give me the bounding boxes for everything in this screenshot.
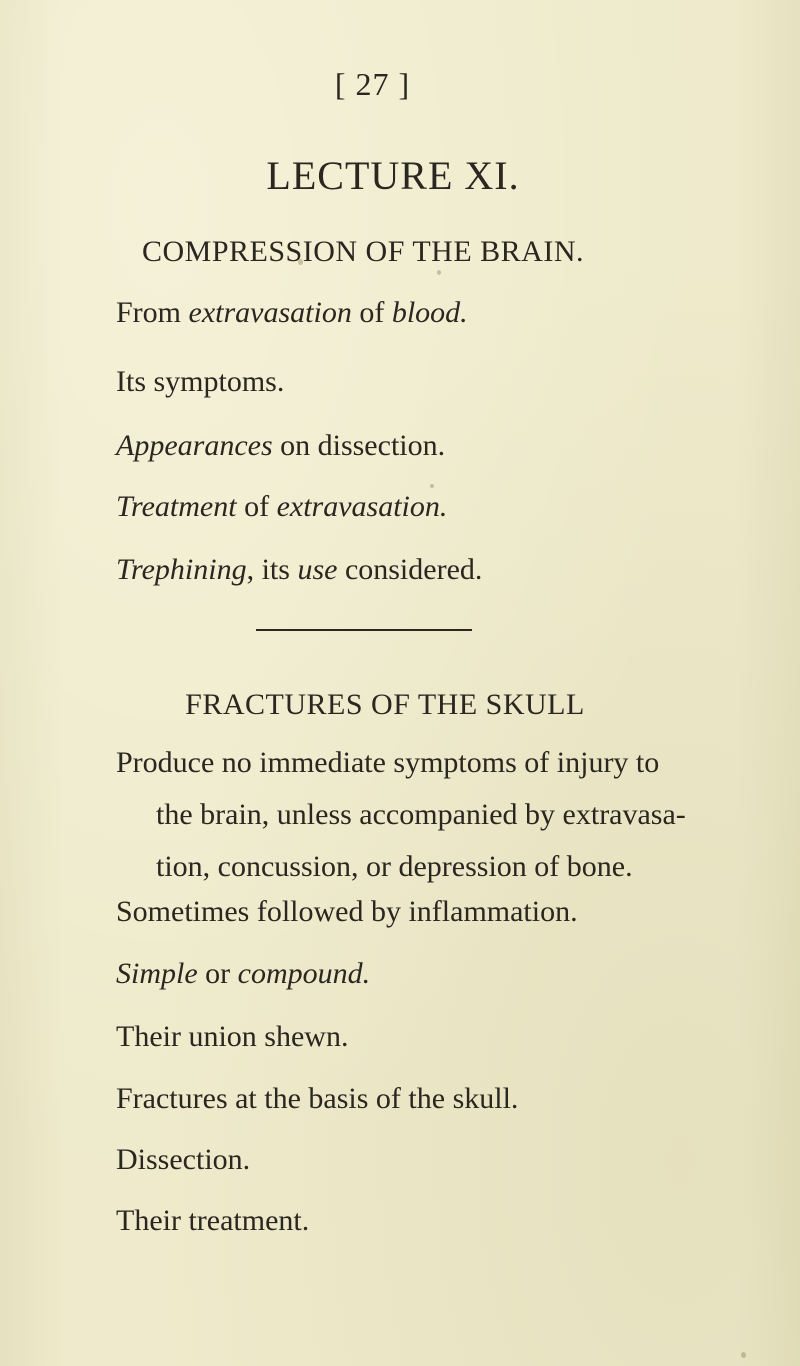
paper-speck — [741, 1352, 746, 1358]
section-title-compression: COMPRESSION OF THE BRAIN. — [141, 235, 585, 268]
text-run: From — [116, 296, 189, 329]
italic-text: Trephining — [116, 553, 247, 586]
paragraph-line: the brain, unless accompanied by extravasa- — [156, 798, 686, 831]
text-run: Sometimes followed by inflammation. — [116, 895, 578, 928]
list-item — [116, 1082, 518, 1116]
text-run: Its symptoms. — [116, 365, 285, 398]
list-item — [116, 490, 447, 524]
section-title-fractures: FRACTURES OF THE SKULL — [185, 688, 585, 721]
italic-text: Appearances — [116, 429, 273, 462]
list-item — [116, 1143, 250, 1177]
list-item — [116, 296, 468, 330]
list-item — [116, 1204, 309, 1238]
italic-text: extravasation — [188, 296, 352, 329]
italic-text: compound. — [237, 957, 371, 990]
text-run: or — [197, 957, 238, 990]
text-run: Their treatment. — [116, 1204, 310, 1237]
italic-text: blood. — [391, 296, 468, 329]
list-item — [116, 895, 578, 929]
text-run: on dissection. — [272, 429, 446, 462]
paragraph-line: tion, concussion, or depression of bone. — [156, 850, 633, 883]
italic-text: extravasation. — [276, 490, 448, 523]
list-item — [116, 1020, 348, 1054]
text-run: considered. — [337, 553, 483, 586]
paper-speck — [298, 259, 303, 265]
list-item — [116, 365, 284, 399]
text-run: of — [351, 296, 392, 329]
paragraph-line: Produce no immediate symptoms of injury to — [116, 746, 660, 779]
list-item — [116, 553, 482, 587]
text-run: Dissection. — [116, 1143, 251, 1176]
lecture-title: LECTURE XI. — [266, 153, 520, 198]
paper-speck — [430, 484, 434, 488]
page-number: [ 27 ] — [334, 66, 411, 102]
section-divider — [256, 629, 472, 631]
text-run: , its — [246, 553, 298, 586]
italic-text: Treatment — [116, 490, 237, 523]
text-run: Fractures at the basis of the skull. — [116, 1082, 519, 1115]
italic-text: Simple — [116, 957, 198, 990]
list-item — [116, 957, 370, 991]
paper-speck — [437, 270, 441, 275]
text-run: Their union shewn. — [116, 1020, 349, 1053]
italic-text: use — [297, 553, 338, 586]
text-run: of — [236, 490, 277, 523]
list-item — [116, 429, 445, 463]
paragraph — [116, 737, 716, 893]
